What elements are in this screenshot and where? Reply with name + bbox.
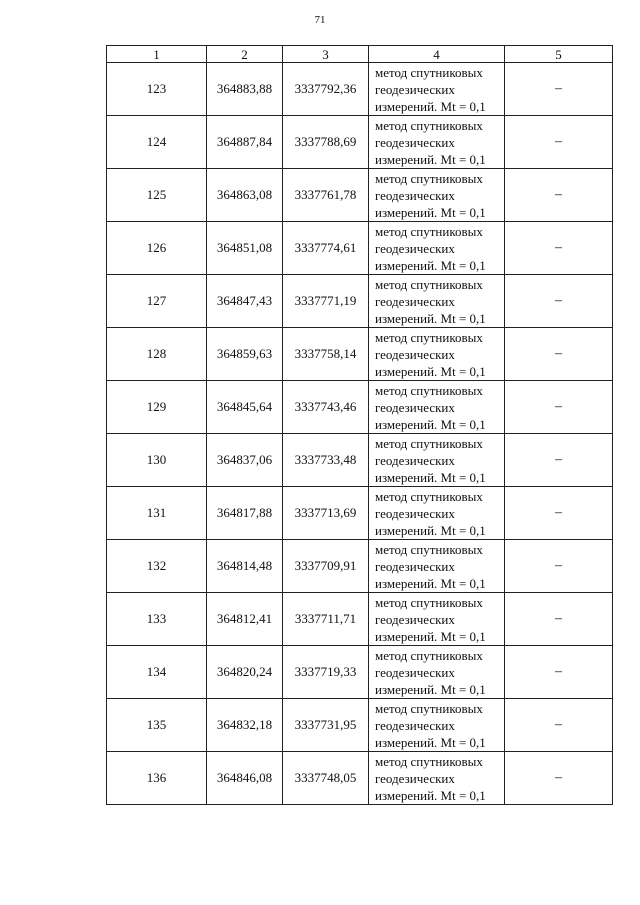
method-cell: [369, 434, 505, 487]
column-5-cell: –: [505, 381, 613, 434]
method-line-2: геодезических: [375, 187, 455, 203]
method-line-3: измерений. Mt = 0,1: [375, 363, 486, 379]
x-coordinate-cell: 364812,41: [207, 593, 283, 646]
y-coordinate-cell: 3337748,05: [283, 752, 369, 805]
method-line-2: геодезических: [375, 558, 455, 574]
point-number-cell: 130: [107, 434, 207, 487]
method-line-3: измерений. Mt = 0,1: [375, 257, 486, 273]
method-cell: [369, 540, 505, 593]
y-coordinate-cell: 3337761,78: [283, 169, 369, 222]
method-cell: [369, 381, 505, 434]
method-line-3: измерений. Mt = 0,1: [375, 575, 486, 591]
method-cell: [369, 222, 505, 275]
table-row: [107, 540, 613, 593]
method-line-2: геодезических: [375, 664, 455, 680]
method-line-3: измерений. Mt = 0,1: [375, 416, 486, 432]
point-number-cell: 129: [107, 381, 207, 434]
column-5-cell: –: [505, 699, 613, 752]
table-row: [107, 275, 613, 328]
method-line-3: измерений. Mt = 0,1: [375, 734, 486, 750]
method-line-3: измерений. Mt = 0,1: [375, 628, 486, 644]
y-coordinate-cell: 3337719,33: [283, 646, 369, 699]
y-coordinate-cell: 3337792,36: [283, 63, 369, 116]
table-row: [107, 752, 613, 805]
method-line-1: метод спутниковых: [375, 753, 483, 769]
column-header-3: 3: [283, 46, 369, 63]
method-line-2: геодезических: [375, 717, 455, 733]
column-5-cell: –: [505, 540, 613, 593]
column-5-cell: –: [505, 593, 613, 646]
point-number-cell: 133: [107, 593, 207, 646]
method-line-2: геодезических: [375, 770, 455, 786]
point-number-cell: 136: [107, 752, 207, 805]
method-cell: [369, 63, 505, 116]
table-row: [107, 593, 613, 646]
method-line-1: метод спутниковых: [375, 435, 483, 451]
method-line-1: метод спутниковых: [375, 647, 483, 663]
column-5-cell: –: [505, 169, 613, 222]
table-row: [107, 699, 613, 752]
method-line-2: геодезических: [375, 611, 455, 627]
x-coordinate-cell: 364859,63: [207, 328, 283, 381]
x-coordinate-cell: 364817,88: [207, 487, 283, 540]
table-row: [107, 487, 613, 540]
method-line-2: геодезических: [375, 81, 455, 97]
point-number-cell: 125: [107, 169, 207, 222]
x-coordinate-cell: 364814,48: [207, 540, 283, 593]
y-coordinate-cell: 3337771,19: [283, 275, 369, 328]
column-5-cell: –: [505, 434, 613, 487]
point-number-cell: 126: [107, 222, 207, 275]
y-coordinate-cell: 3337713,69: [283, 487, 369, 540]
method-cell: [369, 487, 505, 540]
column-5-cell: –: [505, 116, 613, 169]
method-line-1: метод спутниковых: [375, 117, 483, 133]
column-5-cell: –: [505, 63, 613, 116]
method-cell: [369, 116, 505, 169]
point-number-cell: 128: [107, 328, 207, 381]
method-line-3: измерений. Mt = 0,1: [375, 204, 486, 220]
x-coordinate-cell: 364847,43: [207, 275, 283, 328]
method-line-3: измерений. Mt = 0,1: [375, 522, 486, 538]
coordinates-table: [106, 45, 613, 805]
method-line-1: метод спутниковых: [375, 382, 483, 398]
column-header-4: 4: [369, 46, 505, 63]
method-line-1: метод спутниковых: [375, 170, 483, 186]
column-header-5: 5: [505, 46, 613, 63]
method-cell: [369, 699, 505, 752]
method-line-2: геодезических: [375, 399, 455, 415]
method-cell: [369, 752, 505, 805]
table-row: [107, 646, 613, 699]
method-line-1: метод спутниковых: [375, 223, 483, 239]
table-row: [107, 63, 613, 116]
point-number-cell: 134: [107, 646, 207, 699]
column-5-cell: –: [505, 275, 613, 328]
method-line-1: метод спутниковых: [375, 541, 483, 557]
y-coordinate-cell: 3337709,91: [283, 540, 369, 593]
column-5-cell: –: [505, 487, 613, 540]
method-line-1: метод спутниковых: [375, 329, 483, 345]
column-header-2: 2: [207, 46, 283, 63]
method-cell: [369, 275, 505, 328]
method-line-3: измерений. Mt = 0,1: [375, 151, 486, 167]
method-line-2: геодезических: [375, 346, 455, 362]
point-number-cell: 123: [107, 63, 207, 116]
y-coordinate-cell: 3337774,61: [283, 222, 369, 275]
method-cell: [369, 646, 505, 699]
method-line-1: метод спутниковых: [375, 700, 483, 716]
y-coordinate-cell: 3337711,71: [283, 593, 369, 646]
x-coordinate-cell: 364820,24: [207, 646, 283, 699]
method-cell: [369, 169, 505, 222]
method-line-3: измерений. Mt = 0,1: [375, 98, 486, 114]
method-line-2: геодезических: [375, 293, 455, 309]
method-line-2: геодезических: [375, 134, 455, 150]
column-5-cell: –: [505, 222, 613, 275]
table-row: [107, 222, 613, 275]
x-coordinate-cell: 364837,06: [207, 434, 283, 487]
table-row: [107, 434, 613, 487]
y-coordinate-cell: 3337758,14: [283, 328, 369, 381]
y-coordinate-cell: 3337733,48: [283, 434, 369, 487]
table-body: [107, 63, 613, 805]
column-header-1: 1: [107, 46, 207, 63]
method-line-3: измерений. Mt = 0,1: [375, 310, 486, 326]
column-5-cell: –: [505, 328, 613, 381]
method-line-1: метод спутниковых: [375, 276, 483, 292]
table-row: [107, 381, 613, 434]
table-header-row: [107, 46, 613, 63]
column-5-cell: –: [505, 752, 613, 805]
x-coordinate-cell: 364883,88: [207, 63, 283, 116]
point-number-cell: 135: [107, 699, 207, 752]
method-line-1: метод спутниковых: [375, 64, 483, 80]
y-coordinate-cell: 3337731,95: [283, 699, 369, 752]
method-line-1: метод спутниковых: [375, 488, 483, 504]
x-coordinate-cell: 364845,64: [207, 381, 283, 434]
method-line-2: геодезических: [375, 452, 455, 468]
y-coordinate-cell: 3337788,69: [283, 116, 369, 169]
method-line-3: измерений. Mt = 0,1: [375, 787, 486, 803]
method-cell: [369, 593, 505, 646]
point-number-cell: 132: [107, 540, 207, 593]
method-line-2: геодезических: [375, 240, 455, 256]
x-coordinate-cell: 364863,08: [207, 169, 283, 222]
x-coordinate-cell: 364887,84: [207, 116, 283, 169]
table-row: [107, 169, 613, 222]
y-coordinate-cell: 3337743,46: [283, 381, 369, 434]
method-line-3: измерений. Mt = 0,1: [375, 469, 486, 485]
method-line-3: измерений. Mt = 0,1: [375, 681, 486, 697]
table-row: [107, 328, 613, 381]
x-coordinate-cell: 364832,18: [207, 699, 283, 752]
method-cell: [369, 328, 505, 381]
table-row: [107, 116, 613, 169]
point-number-cell: 127: [107, 275, 207, 328]
column-5-cell: –: [505, 646, 613, 699]
point-number-cell: 131: [107, 487, 207, 540]
method-line-1: метод спутниковых: [375, 594, 483, 610]
x-coordinate-cell: 364851,08: [207, 222, 283, 275]
x-coordinate-cell: 364846,08: [207, 752, 283, 805]
point-number-cell: 124: [107, 116, 207, 169]
method-line-2: геодезических: [375, 505, 455, 521]
page-number: 71: [314, 14, 326, 26]
